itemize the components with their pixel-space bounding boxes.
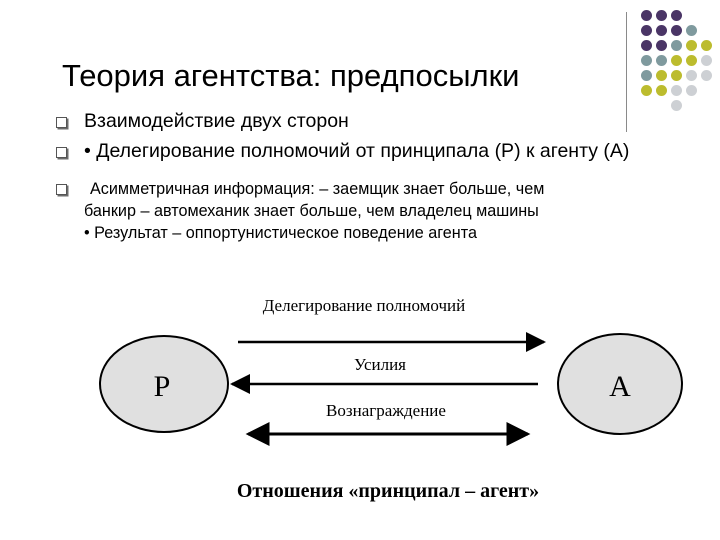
effort-label: Усилия xyxy=(353,355,407,374)
slide-title: Теория агентства: предпосылки xyxy=(62,58,520,93)
delegation-label: Делегирование полномочий xyxy=(262,296,466,315)
agent-label: A xyxy=(609,370,631,403)
principal-label: P xyxy=(153,370,171,403)
bullet-text-line: Асимметричная информация: – заемщик знает больше, чем xyxy=(90,180,545,198)
bullet-text: Взаимодействие двух сторон xyxy=(84,110,349,132)
diagram-caption: Отношения «принципал – агент» xyxy=(236,480,540,502)
bullet-text-line: • Результат – оппортунистическое поведение агента xyxy=(84,224,477,242)
reward-label: Вознаграждение xyxy=(326,401,446,420)
bullet-text-line: банкир – автомеханик знает больше, чем владелец машины xyxy=(84,202,539,220)
bullet-text: • Делегирование полномочий от принципала (P) к агенту (A) xyxy=(84,140,630,162)
